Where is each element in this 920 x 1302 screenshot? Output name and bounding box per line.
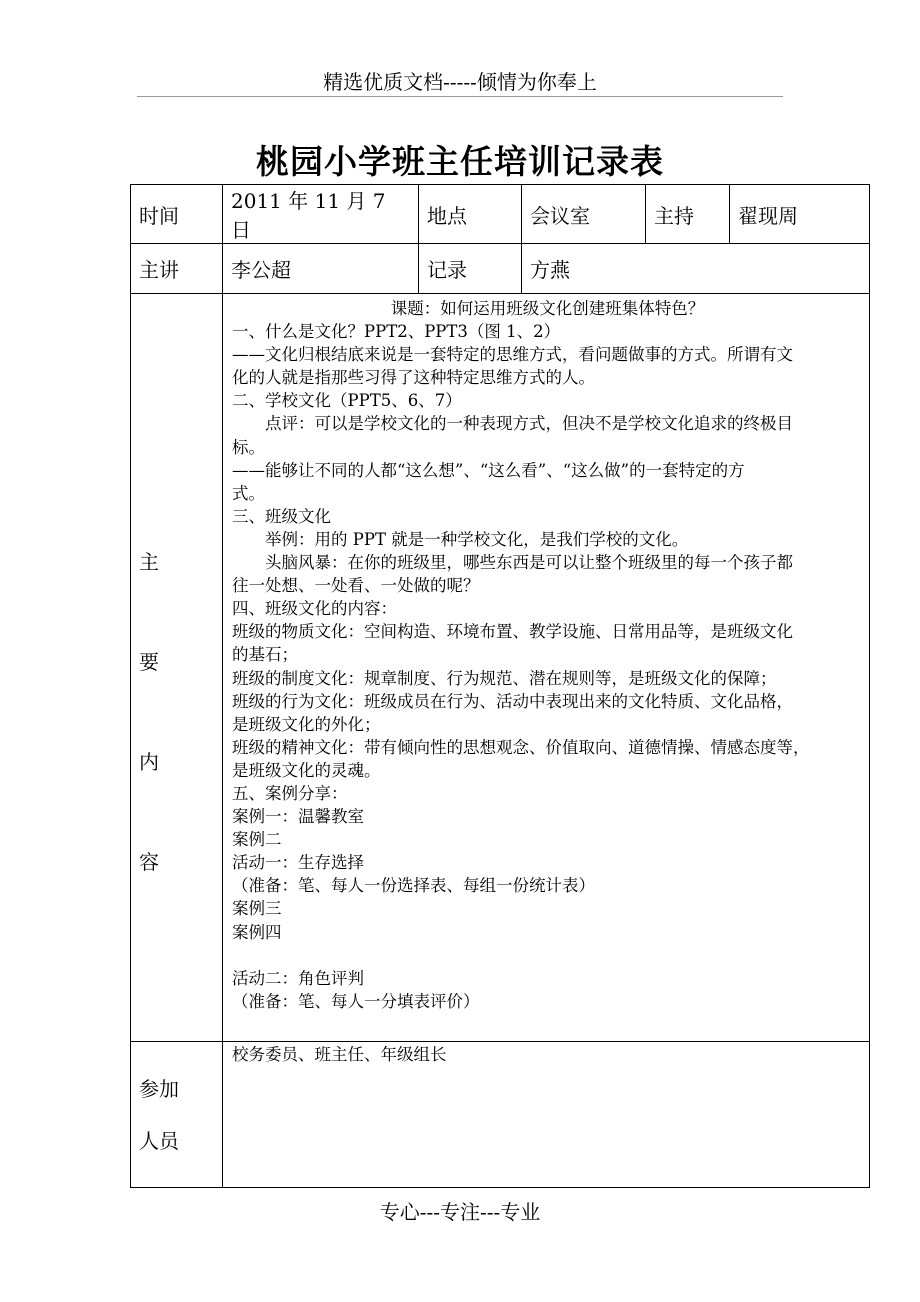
content-body (223, 294, 870, 1042)
content-line: ——文化归根结底来说是一套特定的思维方式，看问题做事的方式。所谓有文 (232, 345, 793, 365)
host-value: 翟现周 (730, 185, 870, 244)
record-value: 方燕 (522, 244, 870, 294)
content-line: 活动二：角色评判 (232, 968, 364, 988)
content-line: 班级的物质文化：空间构造、环境布置、教学设施、日常用品等，是班级文化 (232, 622, 793, 642)
table-row (131, 244, 870, 294)
content-line: 举例：用的 PPT 就是一种学校文化，是我们学校的文化。 (265, 529, 689, 549)
place-label: 地点 (419, 185, 522, 244)
lesson-subject: 课题：如何运用班级文化创建班集体特色？ (390, 299, 705, 318)
header-divider (137, 96, 783, 97)
content-label-char: 容 (139, 850, 159, 874)
table-row (131, 185, 870, 244)
content-line: 活动一：生存选择 (232, 853, 364, 873)
table-row (131, 1042, 870, 1188)
content-line: 四、班级文化的内容： (232, 599, 397, 619)
attendees-label (131, 1042, 223, 1188)
content-line: 化的人就是指那些习得了这种特定思维方式的人。 (232, 368, 595, 388)
content-label-char: 内 (139, 750, 159, 774)
content-line: 二、学校文化（PPT5、6、7） (232, 391, 462, 411)
table-row (131, 294, 870, 1042)
time-label: 时间 (131, 185, 223, 244)
content-line: ——能够让不同的人都“这么想”、“这么看”、“这么做”的一套特定的方 (232, 460, 745, 480)
attendees-text: 校务委员、班主任、年级组长 (232, 1045, 447, 1064)
content-line: 是班级文化的灵魂。 (232, 760, 381, 780)
time-value: 2011 年 11 月 7 日 (223, 185, 419, 244)
content-line: 班级的精神文化：带有倾向性的思想观念、价值取向、道德情操、情感态度等， (232, 737, 810, 757)
content-line: 头脑风暴：在你的班级里，哪些东西是可以让整个班级里的每一个孩子都 (265, 553, 793, 573)
content-line: 三、班级文化 (232, 506, 331, 526)
content-line: 标。 (232, 437, 265, 457)
place-value: 会议室 (522, 185, 646, 244)
content-line: （准备：笔、每人一分填表评价） (232, 991, 480, 1011)
attendees-label-line: 参加 (139, 1076, 179, 1101)
content-line: 班级的行为文化：班级成员在行为、活动中表现出来的文化特质、文化品格， (232, 691, 793, 711)
content-line: 案例三 (232, 899, 282, 919)
content-label (131, 294, 223, 1042)
content-line: 五、案例分享： (232, 783, 348, 803)
content-line: 案例二 (232, 830, 282, 850)
content-line: 的基石； (232, 645, 298, 665)
page-footer: 专心---专注---专业 (379, 1200, 541, 1224)
content-line: 一、什么是文化？PPT2、PPT3（图 1、2） (232, 322, 561, 342)
content-line: 班级的制度文化：规章制度、行为规范、潜在规则等，是班级文化的保障； (232, 668, 777, 688)
training-record-table (130, 184, 870, 1188)
content-lines (232, 320, 863, 1013)
document-title: 桃园小学班主任培训记录表 (256, 142, 664, 181)
content-line: （准备：笔、每人一份选择表、每组一份统计表） (232, 876, 595, 896)
content-label-char: 要 (139, 650, 159, 674)
attendees-label-line: 人员 (139, 1128, 179, 1153)
content-line: 是班级文化的外化； (232, 714, 381, 734)
content-line: 点评：可以是学校文化的一种表现方式，但决不是学校文化追求的终极目 (265, 414, 793, 434)
content-line: 式。 (232, 483, 265, 503)
record-label: 记录 (419, 244, 522, 294)
page-header: 精选优质文档-----倾情为你奉上 (323, 70, 597, 94)
attendees-value (223, 1042, 870, 1188)
blank-line (232, 944, 863, 967)
speaker-value: 李公超 (223, 244, 419, 294)
content-line: 案例一：温馨教室 (232, 807, 364, 827)
content-line: 往一处想、一处看、一处做的呢？ (232, 576, 480, 596)
content-label-char: 主 (139, 550, 159, 574)
speaker-label: 主讲 (131, 244, 223, 294)
host-label: 主持 (646, 185, 730, 244)
content-line: 案例四 (232, 922, 282, 942)
